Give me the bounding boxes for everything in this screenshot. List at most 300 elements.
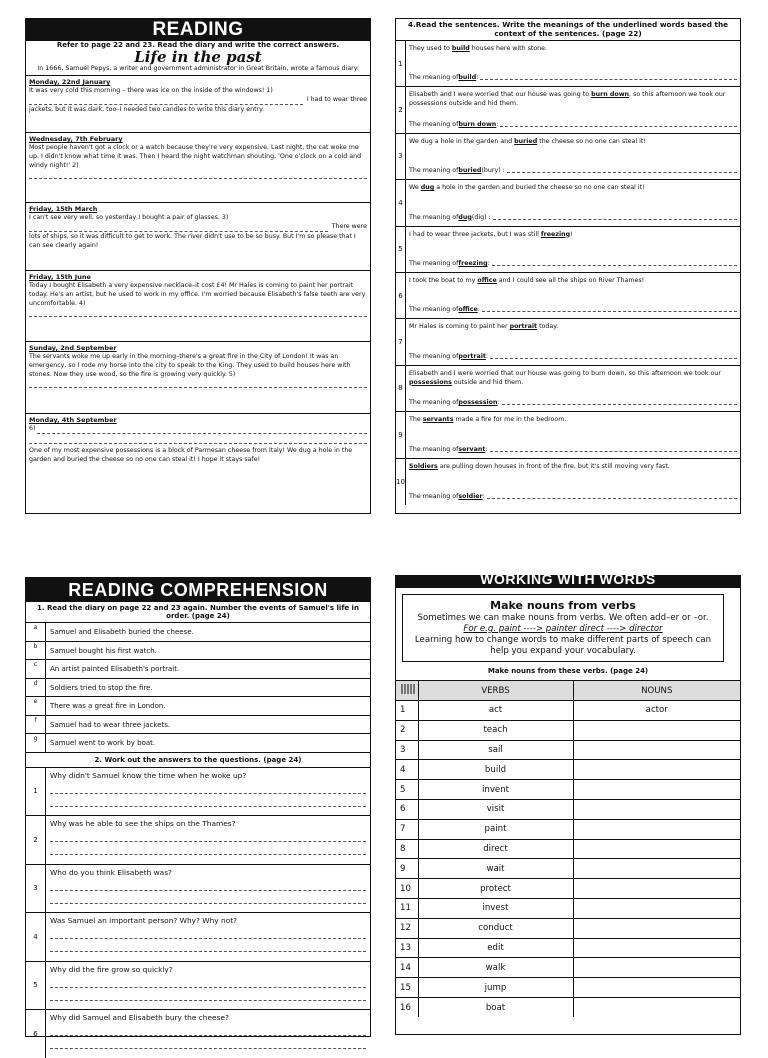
event-text: There was a great fire in London. [50, 702, 166, 710]
sentence [409, 90, 737, 108]
noun-cell[interactable] [573, 760, 740, 780]
question-row [26, 864, 370, 913]
underlined-word: buried [514, 137, 538, 145]
noun-cell[interactable] [573, 819, 740, 839]
meaning-row [396, 319, 740, 365]
sentence [409, 137, 737, 146]
meaning-word: freezing [458, 259, 488, 267]
question-body [46, 816, 370, 864]
info-box [402, 594, 724, 662]
event-row [26, 715, 370, 734]
row-number: 2 [396, 87, 406, 132]
underlined-word: office [477, 276, 497, 284]
meaning-answer-line[interactable] [480, 73, 737, 80]
verb-cell: invent [418, 780, 573, 800]
row-number: 4 [396, 180, 406, 225]
table-row [396, 720, 740, 740]
table-row [396, 958, 740, 978]
question-row [26, 767, 370, 816]
meaning-suffix: : [496, 120, 499, 128]
row-number: 15 [396, 978, 418, 998]
sentence-post: made a fire for me in the bedroom. [453, 416, 567, 424]
sentence [409, 415, 737, 424]
meaning-word: soldier [458, 492, 483, 500]
row-number: 2 [396, 720, 418, 740]
diary-entry [26, 414, 370, 467]
event-letter[interactable]: d [26, 679, 46, 697]
question-text: Why was he able to see the ships on the Thames? [50, 819, 236, 828]
meaning-suffix: (bury) : [481, 167, 505, 175]
meaning-line [409, 352, 737, 365]
diary-entry [26, 203, 370, 271]
noun-cell[interactable] [573, 859, 740, 879]
noun-cell[interactable] [573, 938, 740, 958]
comprehension-worksheet [25, 577, 371, 1037]
meaning-answer-line[interactable] [507, 166, 737, 173]
meaning-word: buried [458, 167, 482, 175]
meaning-label: The meaning of [409, 306, 459, 314]
verb-cell: sail [418, 740, 573, 760]
verbs-nouns-table [396, 680, 740, 1017]
comprehension-banner: READING COMPREHENSION [26, 578, 370, 602]
sentence-post: , so this afternoon we took our possessions outside and hid them. [409, 91, 726, 108]
entry-text: The servants woke me up early in the morning–there's a great fire in the City of London! It was an emergency, so I rode my horse into the city to speak to the King. They used to build houses here with stones. Now they use wood, so the fire is growing very quickly. 5) [29, 353, 351, 378]
sentence-post: outside and hid them. [451, 378, 524, 386]
sentence-post: ! [570, 230, 573, 238]
underlined-word: burn down [591, 91, 630, 99]
event-letter[interactable]: a [26, 623, 46, 641]
meaning-suffix: : [497, 399, 500, 407]
verb-cell: walk [418, 958, 573, 978]
row-number: 7 [396, 319, 406, 364]
meaning-suffix: : [477, 306, 480, 314]
sentence [409, 369, 737, 387]
sentence-post: houses here with stone. [469, 45, 548, 52]
sentence-pre: We dug a hole in the garden and [409, 137, 515, 145]
entry-text: Today I bought Elisabeth a very expensive necklace–it cost £4! Mr Hales is coming to paint her portrait today. He's an artist, but he used to work in my office. I'm worried because Elisabeth's false teeth are very uncomfortable. 4) [29, 282, 366, 307]
verb-cell: edit [418, 938, 573, 958]
row-number: 3 [396, 134, 406, 179]
section-2-title: 2. Work out the answers to the questions. (page 24) [26, 752, 370, 767]
answer-line[interactable] [50, 944, 366, 952]
answer-line-5[interactable] [29, 380, 367, 388]
verb-cell: conduct [418, 918, 573, 938]
meaning-answer-line[interactable] [482, 305, 737, 312]
row-number: 6 [396, 273, 406, 318]
events-list [26, 622, 370, 752]
meaning-answer-line[interactable] [502, 398, 737, 405]
underlined-word: possessions [409, 378, 452, 386]
reading-instruction: Refer to page 22 and 23. Read the diary and write the correct answers. [56, 41, 340, 49]
row-number: 11 [396, 898, 418, 918]
event-text: Samuel went to work by boat. [50, 739, 156, 747]
row-body [406, 273, 740, 318]
noun-cell[interactable] [573, 720, 740, 740]
meaning-answer-line[interactable] [492, 259, 737, 266]
meaning-word: dug [458, 213, 472, 221]
info-box-example: For e.g. paint ----> painter direct ----> director [463, 624, 663, 634]
meaning-label: The meaning of [409, 259, 459, 267]
table-row [396, 978, 740, 998]
sentence-pre: The [409, 416, 423, 424]
event-letter[interactable]: b [26, 642, 46, 660]
meanings-list [396, 41, 740, 505]
noun-cell[interactable] [573, 839, 740, 859]
underlined-word: Soldiers [409, 462, 438, 470]
underlined-word: freezing [540, 230, 571, 238]
underlined-word: portrait [509, 323, 538, 331]
words-worksheet [395, 571, 741, 1035]
sentence-post: today. [537, 323, 559, 331]
sentence [409, 322, 737, 331]
meaning-word: portrait [458, 352, 486, 360]
sentence-post: a hole in the garden and buried the cheese so no one can steal it! [434, 184, 645, 192]
answer-line[interactable] [50, 799, 366, 807]
sentence-pre: I had to wear three jackets, but I was still [409, 230, 541, 238]
question-row [26, 815, 370, 864]
question-number: 4 [26, 913, 46, 961]
event-row [26, 659, 370, 678]
event-letter[interactable]: f [26, 716, 46, 734]
sentence-pre: We [409, 184, 421, 192]
header-verbs: VERBS [418, 681, 573, 701]
answer-line-4[interactable] [29, 309, 367, 317]
meaning-line [409, 166, 737, 179]
sentence-pre: Mr Hales is coming to paint her [409, 323, 510, 331]
verb-cell: paint [418, 819, 573, 839]
words-banner: WORKING WITH WORDS [396, 576, 740, 588]
answer-line-6[interactable] [37, 426, 367, 434]
noun-cell[interactable]: actor [573, 701, 740, 721]
row-number: 5 [396, 227, 406, 272]
noun-cell[interactable] [573, 740, 740, 760]
row-number: 10 [396, 459, 406, 505]
sentence [409, 44, 737, 53]
meaning-answer-line[interactable] [493, 213, 737, 220]
meaning-word: build [458, 74, 477, 82]
question-text: Why did the fire grow so quickly? [50, 964, 173, 974]
meaning-word: possession [458, 399, 498, 407]
question-text: Why did Samuel and Elisabeth bury the cheese? [50, 1013, 229, 1022]
row-number: 6 [396, 799, 418, 819]
sentence-post: are pulling down houses in front of the fire, but it's still moving very fast. [437, 462, 670, 470]
meaning-label: The meaning of [409, 445, 459, 453]
sentence-pre: They used to [409, 45, 452, 52]
noun-cell[interactable] [573, 958, 740, 978]
meanings-worksheet [395, 18, 741, 514]
answer-line[interactable] [50, 847, 366, 855]
verb-cell: boat [418, 997, 573, 1017]
table-header [396, 681, 740, 701]
table-row [396, 799, 740, 819]
event-text: An artist painted Elisabeth's portrait. [50, 665, 180, 673]
table-row [396, 760, 740, 780]
answer-line[interactable] [50, 883, 366, 891]
row-number: 7 [396, 819, 418, 839]
meaning-label: The meaning of [409, 120, 459, 128]
row-number: 12 [396, 918, 418, 938]
comprehension-instruction: 1. Read the diary on page 22 and 23 again. Number the events of Samuel's life in order. (page 24) [37, 604, 359, 620]
header-nouns: NOUNS [573, 681, 740, 701]
table-row [396, 819, 740, 839]
meaning-row [396, 134, 740, 180]
grid-lines-icon [400, 684, 416, 694]
verb-cell: jump [418, 978, 573, 998]
row-number: 8 [396, 839, 418, 859]
meaning-line [409, 259, 737, 272]
row-body [406, 41, 740, 86]
verb-cell: invest [418, 898, 573, 918]
meaning-line [409, 213, 737, 226]
sentence-pre: I took the boat to my [409, 276, 478, 284]
verb-cell: act [418, 701, 573, 721]
meaning-row [396, 273, 740, 319]
entry-text: I can't see very well, so yesterday I bought a pair of glasses. 3) [29, 214, 229, 221]
question-number: 5 [26, 962, 46, 1010]
meaning-line [409, 492, 737, 505]
answer-line-1[interactable] [29, 97, 303, 105]
event-letter[interactable]: c [26, 660, 46, 678]
event-row [26, 733, 370, 752]
noun-cell[interactable] [573, 997, 740, 1017]
meaning-suffix: (dig) : [471, 213, 491, 221]
noun-cell[interactable] [573, 780, 740, 800]
entry-date: Wednesday, 7th February [29, 135, 123, 143]
table-row [396, 859, 740, 879]
question-row [26, 912, 370, 961]
info-box-text: Learning how to change words to make different parts of speech can help you expand your vocabulary. [414, 635, 712, 656]
question-body [46, 962, 370, 1010]
noun-cell[interactable] [573, 898, 740, 918]
answer-line[interactable] [50, 834, 366, 842]
meaning-row [396, 227, 740, 273]
row-body [406, 180, 740, 225]
meaning-answer-line[interactable] [490, 445, 738, 452]
entry-text: jackets, but it was dark, too–I needed two candles to write this diary entry. [29, 105, 264, 113]
words-subtitle: Make nouns from these verbs. (page 24) [487, 667, 649, 675]
row-body [406, 459, 740, 505]
meaning-suffix: : [482, 492, 485, 500]
event-row [26, 678, 370, 697]
info-box-text: Sometimes we can make nouns from verbs. We often add–er or –or. [417, 613, 709, 623]
row-number: 9 [396, 859, 418, 879]
answer-line[interactable] [50, 786, 366, 794]
row-body [406, 366, 740, 411]
question-number: 3 [26, 865, 46, 913]
noun-cell[interactable] [573, 978, 740, 998]
meaning-suffix: : [487, 259, 490, 267]
meanings-instruction: 4.Read the sentences. Write the meanings of the underlined words based the context of the sentences. (page 22) [396, 19, 740, 41]
noun-cell[interactable] [573, 918, 740, 938]
event-row [26, 641, 370, 660]
meaning-row [396, 180, 740, 226]
table-row [396, 701, 740, 721]
entry-date: Friday, 15th March [29, 205, 98, 213]
question-number: 2 [26, 816, 46, 864]
entry-text: One of my most expensive possessions is a block of Parmesan cheese from Italy! We dug a hole in the garden and buried the cheese so no one can steal it! I hope it stays safe! [29, 447, 353, 463]
sentence-pre: Elisabeth and I were worried that our house was going to burn down, so this afternoon we took our [409, 369, 721, 377]
verb-cell: wait [418, 859, 573, 879]
meaning-label: The meaning of [409, 399, 459, 407]
entry-line-row [29, 425, 367, 435]
entry-date: Friday, 15th June [29, 273, 91, 281]
row-body [406, 227, 740, 272]
meaning-label: The meaning of [409, 492, 459, 500]
meaning-label: The meaning of [409, 74, 459, 82]
question-body [46, 768, 370, 816]
row-number: 16 [396, 997, 418, 1017]
sentence [409, 230, 737, 239]
entry-date: Sunday, 2nd September [29, 344, 117, 352]
table-row [396, 839, 740, 859]
meaning-line [409, 398, 737, 411]
meaning-row [396, 41, 740, 87]
verb-cell: protect [418, 879, 573, 899]
meaning-line [409, 305, 737, 318]
questions-list [26, 767, 370, 1058]
meaning-line [409, 445, 737, 458]
verb-cell: build [418, 760, 573, 780]
meaning-row [396, 366, 740, 412]
reading-intro: In 1666, Samuel Pepys, a writer and government administrator in Great Britain, wrote a famous diary. [26, 65, 370, 76]
sentence-pre: Elisabeth and I were worried that our house was going to [409, 91, 592, 99]
answer-line[interactable] [50, 1041, 366, 1049]
diary-entry [26, 76, 370, 133]
entry-text: lots of ships, so it was difficult to get to work. The river didn't use to be so busy. But I'm so please that I can see clearly again! [29, 232, 356, 249]
sentence-post: the cheese so no one can steal it! [537, 137, 646, 145]
row-number: 9 [396, 412, 406, 457]
table-row [396, 938, 740, 958]
verb-cell: direct [418, 839, 573, 859]
table-row [396, 918, 740, 938]
meaning-suffix: : [476, 74, 479, 82]
noun-cell[interactable] [573, 879, 740, 899]
table-row [396, 997, 740, 1017]
meaning-label: The meaning of [409, 213, 459, 221]
diary-entry [26, 271, 370, 342]
entry-line-row [29, 96, 367, 106]
answer-line-6b[interactable] [29, 436, 367, 444]
event-row [26, 622, 370, 641]
meaning-word: office [458, 306, 478, 314]
table-row [396, 879, 740, 899]
row-number: 3 [396, 740, 418, 760]
meaning-label: The meaning of [409, 352, 459, 360]
answer-line[interactable] [50, 931, 366, 939]
row-body [406, 134, 740, 179]
row-number: 14 [396, 958, 418, 978]
row-body [406, 412, 740, 457]
event-text: Samuel had to wear three jackets. [50, 720, 171, 729]
event-row [26, 696, 370, 715]
diary-entry [26, 133, 370, 203]
row-number: 1 [396, 41, 406, 86]
meaning-suffix: : [485, 445, 488, 453]
event-letter[interactable]: e [26, 697, 46, 715]
question-row [26, 1009, 370, 1058]
answer-line[interactable] [50, 993, 366, 1001]
sentence [409, 462, 737, 471]
question-number: 6 [26, 1010, 46, 1058]
table-row [396, 898, 740, 918]
meaning-suffix: : [485, 352, 488, 360]
info-box-title: Make nouns from verbs [490, 599, 636, 612]
entry-date: Monday, 22nd January [29, 78, 111, 86]
underlined-word: servants [422, 416, 454, 424]
question-body [46, 913, 370, 961]
underlined-word: build [451, 45, 470, 52]
event-text: Samuel bought his first watch. [50, 646, 157, 655]
question-text: Why didn't Samuel know the time when he woke up? [50, 770, 247, 780]
reading-banner: READING [26, 19, 370, 41]
verb-cell: visit [418, 799, 573, 819]
entry-text: 6) [29, 425, 36, 432]
meaning-word: burn down [458, 120, 497, 128]
meaning-row [396, 412, 740, 458]
row-number: 1 [396, 701, 418, 721]
question-text: Who do you think Elisabeth was? [50, 867, 172, 877]
table-row [396, 740, 740, 760]
table-row [396, 780, 740, 800]
row-number: 8 [396, 366, 406, 411]
meaning-row [396, 459, 740, 505]
row-number: 4 [396, 760, 418, 780]
question-body [46, 865, 370, 913]
verb-cell: teach [418, 720, 573, 740]
answer-line[interactable] [50, 980, 366, 988]
entry-text: I had to wear three [306, 95, 367, 103]
event-text: Soldiers tried to stop the fire. [50, 683, 153, 692]
answer-line[interactable] [50, 896, 366, 904]
sentence [409, 276, 737, 285]
meaning-label: The meaning of [409, 167, 459, 175]
question-text: Was Samuel an important person? Why? Why not? [50, 916, 238, 925]
answer-line[interactable] [50, 1028, 366, 1036]
noun-cell[interactable] [573, 799, 740, 819]
event-letter[interactable]: g [26, 734, 46, 752]
entry-date: Monday, 4th September [29, 416, 117, 424]
meaning-word: servant [458, 445, 486, 453]
sentence-post: and I could see all the ships on River Thames! [496, 276, 645, 284]
answer-line-2[interactable] [29, 171, 367, 179]
question-body [46, 1010, 370, 1058]
reading-title: Life in the past [134, 48, 262, 66]
meaning-answer-line[interactable] [490, 352, 737, 359]
event-text: Samuel and Elisabeth buried the cheese. [50, 628, 194, 636]
row-number: 5 [396, 780, 418, 800]
underlined-word: dug [420, 184, 435, 192]
entry-line-row [29, 223, 367, 233]
meaning-answer-line[interactable] [487, 492, 737, 499]
question-number: 1 [26, 768, 46, 816]
row-number: 13 [396, 938, 418, 958]
answer-line-3[interactable] [29, 224, 328, 232]
header-index [396, 681, 418, 701]
entry-text: It was very cold this morning – there was ice on the inside of the windows! 1) [29, 87, 273, 94]
meaning-row [396, 87, 740, 133]
entry-text: There were [331, 222, 367, 230]
row-body [406, 87, 740, 132]
row-body [406, 319, 740, 364]
meaning-line [409, 73, 737, 86]
reading-worksheet [25, 18, 371, 514]
meaning-answer-line[interactable] [500, 120, 737, 127]
sentence [409, 183, 737, 192]
row-number: 10 [396, 879, 418, 899]
question-row [26, 961, 370, 1010]
meaning-line [409, 120, 737, 133]
diary-entry [26, 342, 370, 414]
